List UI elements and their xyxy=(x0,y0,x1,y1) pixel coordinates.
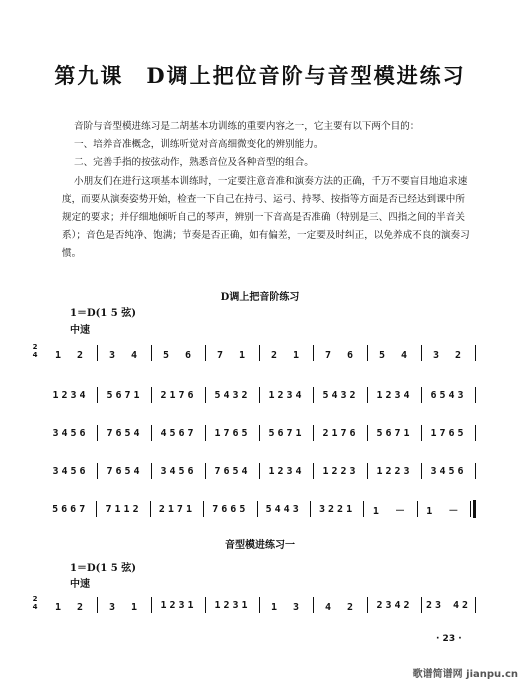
time-signature xyxy=(30,595,40,611)
barline xyxy=(475,387,476,403)
section1-heading: D调上把音阶练习 xyxy=(220,292,300,303)
measure: 3 4 xyxy=(108,349,141,361)
measure: 3 2 xyxy=(432,349,465,361)
measure: 5671 xyxy=(106,389,143,401)
measure: 1234 xyxy=(268,389,305,401)
measure: 5667 xyxy=(52,503,89,515)
measure: 1234 xyxy=(52,389,89,401)
measure: 1234 xyxy=(268,465,305,477)
time-signature-top: 2 xyxy=(32,595,38,603)
measure: 2342 xyxy=(376,599,413,611)
measure: 7654 xyxy=(106,465,143,477)
measure: 7665 xyxy=(212,503,249,515)
section1-key: 1＝D(1 5 弦) xyxy=(70,308,136,319)
measure: 1 － xyxy=(426,505,462,517)
final-barline xyxy=(473,500,476,518)
page-number: · 23 · xyxy=(436,634,462,644)
section2-key: 1＝D(1 5 弦) xyxy=(70,563,136,574)
measure: 1765 xyxy=(430,427,467,439)
measure: 3456 xyxy=(160,465,197,477)
notation-row xyxy=(32,590,476,620)
time-signature xyxy=(30,343,40,359)
measure: 1765 xyxy=(214,427,251,439)
measure: 5432 xyxy=(322,389,359,401)
intro-p1-text: 音阶与音型模进练习是二胡基本功训练的重要内容之一，它主要有以下两个目的： xyxy=(74,121,420,132)
time-signature-bottom: 4 xyxy=(32,351,38,359)
notation-row xyxy=(44,380,476,410)
barline xyxy=(475,345,476,361)
time-signature-top: 2 xyxy=(32,343,38,351)
measure: 1 － xyxy=(372,505,408,517)
barline xyxy=(470,501,471,517)
intro-paragraph-1 xyxy=(62,118,470,172)
measure: 5671 xyxy=(376,427,413,439)
measure: 5 4 xyxy=(378,349,411,361)
measure: 1 2 xyxy=(54,349,87,361)
barline xyxy=(475,463,476,479)
measure: 1231 xyxy=(160,599,197,611)
section2-tempo: 中速 xyxy=(70,579,90,590)
measure: 7654 xyxy=(106,427,143,439)
measure: 2171 xyxy=(158,503,195,515)
barline xyxy=(475,425,476,441)
measure: 7 6 xyxy=(324,349,357,361)
measure: 5 6 xyxy=(162,349,195,361)
measure: 3221 xyxy=(319,503,356,515)
measure: 23 42 xyxy=(425,599,472,611)
measure: 3456 xyxy=(52,427,89,439)
measure: 1223 xyxy=(376,465,413,477)
measure-line xyxy=(44,494,476,524)
measure: 3456 xyxy=(52,465,89,477)
lesson-title: 第九课 D调上把位音阶与音型模进练习 xyxy=(54,63,466,88)
measure: 2176 xyxy=(322,427,359,439)
intro-item-1: 一、培养音准概念，训练听觉对音高细微变化的辨别能力。 xyxy=(74,139,324,150)
watermark-text: 歌谱简谱网 jianpu.cn xyxy=(412,669,518,680)
measure: 4 2 xyxy=(324,601,357,613)
site-watermark xyxy=(342,665,518,680)
measure: 1234 xyxy=(376,389,413,401)
measure: 5443 xyxy=(265,503,302,515)
section1-tempo: 中速 xyxy=(70,325,90,336)
measure-line xyxy=(44,418,476,448)
measure-line xyxy=(44,590,476,620)
time-signature-bottom: 4 xyxy=(32,603,38,611)
measure: 3456 xyxy=(430,465,467,477)
measure: 1231 xyxy=(214,599,251,611)
measure: 2176 xyxy=(160,389,197,401)
measure: 7112 xyxy=(105,503,142,515)
intro-item-2: 二、完善手指的按弦动作，熟悉音位及各种音型的组合。 xyxy=(74,157,314,168)
notation-row xyxy=(44,418,476,448)
measure: 4567 xyxy=(160,427,197,439)
measure: 7654 xyxy=(214,465,251,477)
measure-line xyxy=(44,380,476,410)
barline xyxy=(475,597,476,613)
measure-line xyxy=(44,338,476,368)
notation-row xyxy=(44,456,476,486)
section2-heading: 音型模进练习一 xyxy=(225,540,295,551)
measure: 2 1 xyxy=(270,349,303,361)
measure: 1 3 xyxy=(270,601,303,613)
measure: 7 1 xyxy=(216,349,249,361)
notation-row xyxy=(44,494,476,524)
measure: 5671 xyxy=(268,427,305,439)
measure: 1 2 xyxy=(54,601,87,613)
measure: 5432 xyxy=(214,389,251,401)
measure: 1223 xyxy=(322,465,359,477)
measure: 3 1 xyxy=(108,601,141,613)
measure-line xyxy=(44,456,476,486)
notation-row xyxy=(32,338,476,368)
intro-paragraph-2: 小朋友们在进行这项基本训练时，一定要注意音准和演奏方法的正确，千万不要盲目地追求速度，而要从演奏姿势开始，检查一下自己在持弓、运弓、持琴、按指等方面是否已经达到课中所规定的要求；并仔细地倾听自己的琴声，辨别一下音高是否准确（特别是三、四指之间的半音关系）；音色是否纯净、饱满；节奏是否正确，如有偏差，一定要及时纠正，以免养成不良的演奏习惯。 xyxy=(62,176,470,259)
measure: 6543 xyxy=(430,389,467,401)
